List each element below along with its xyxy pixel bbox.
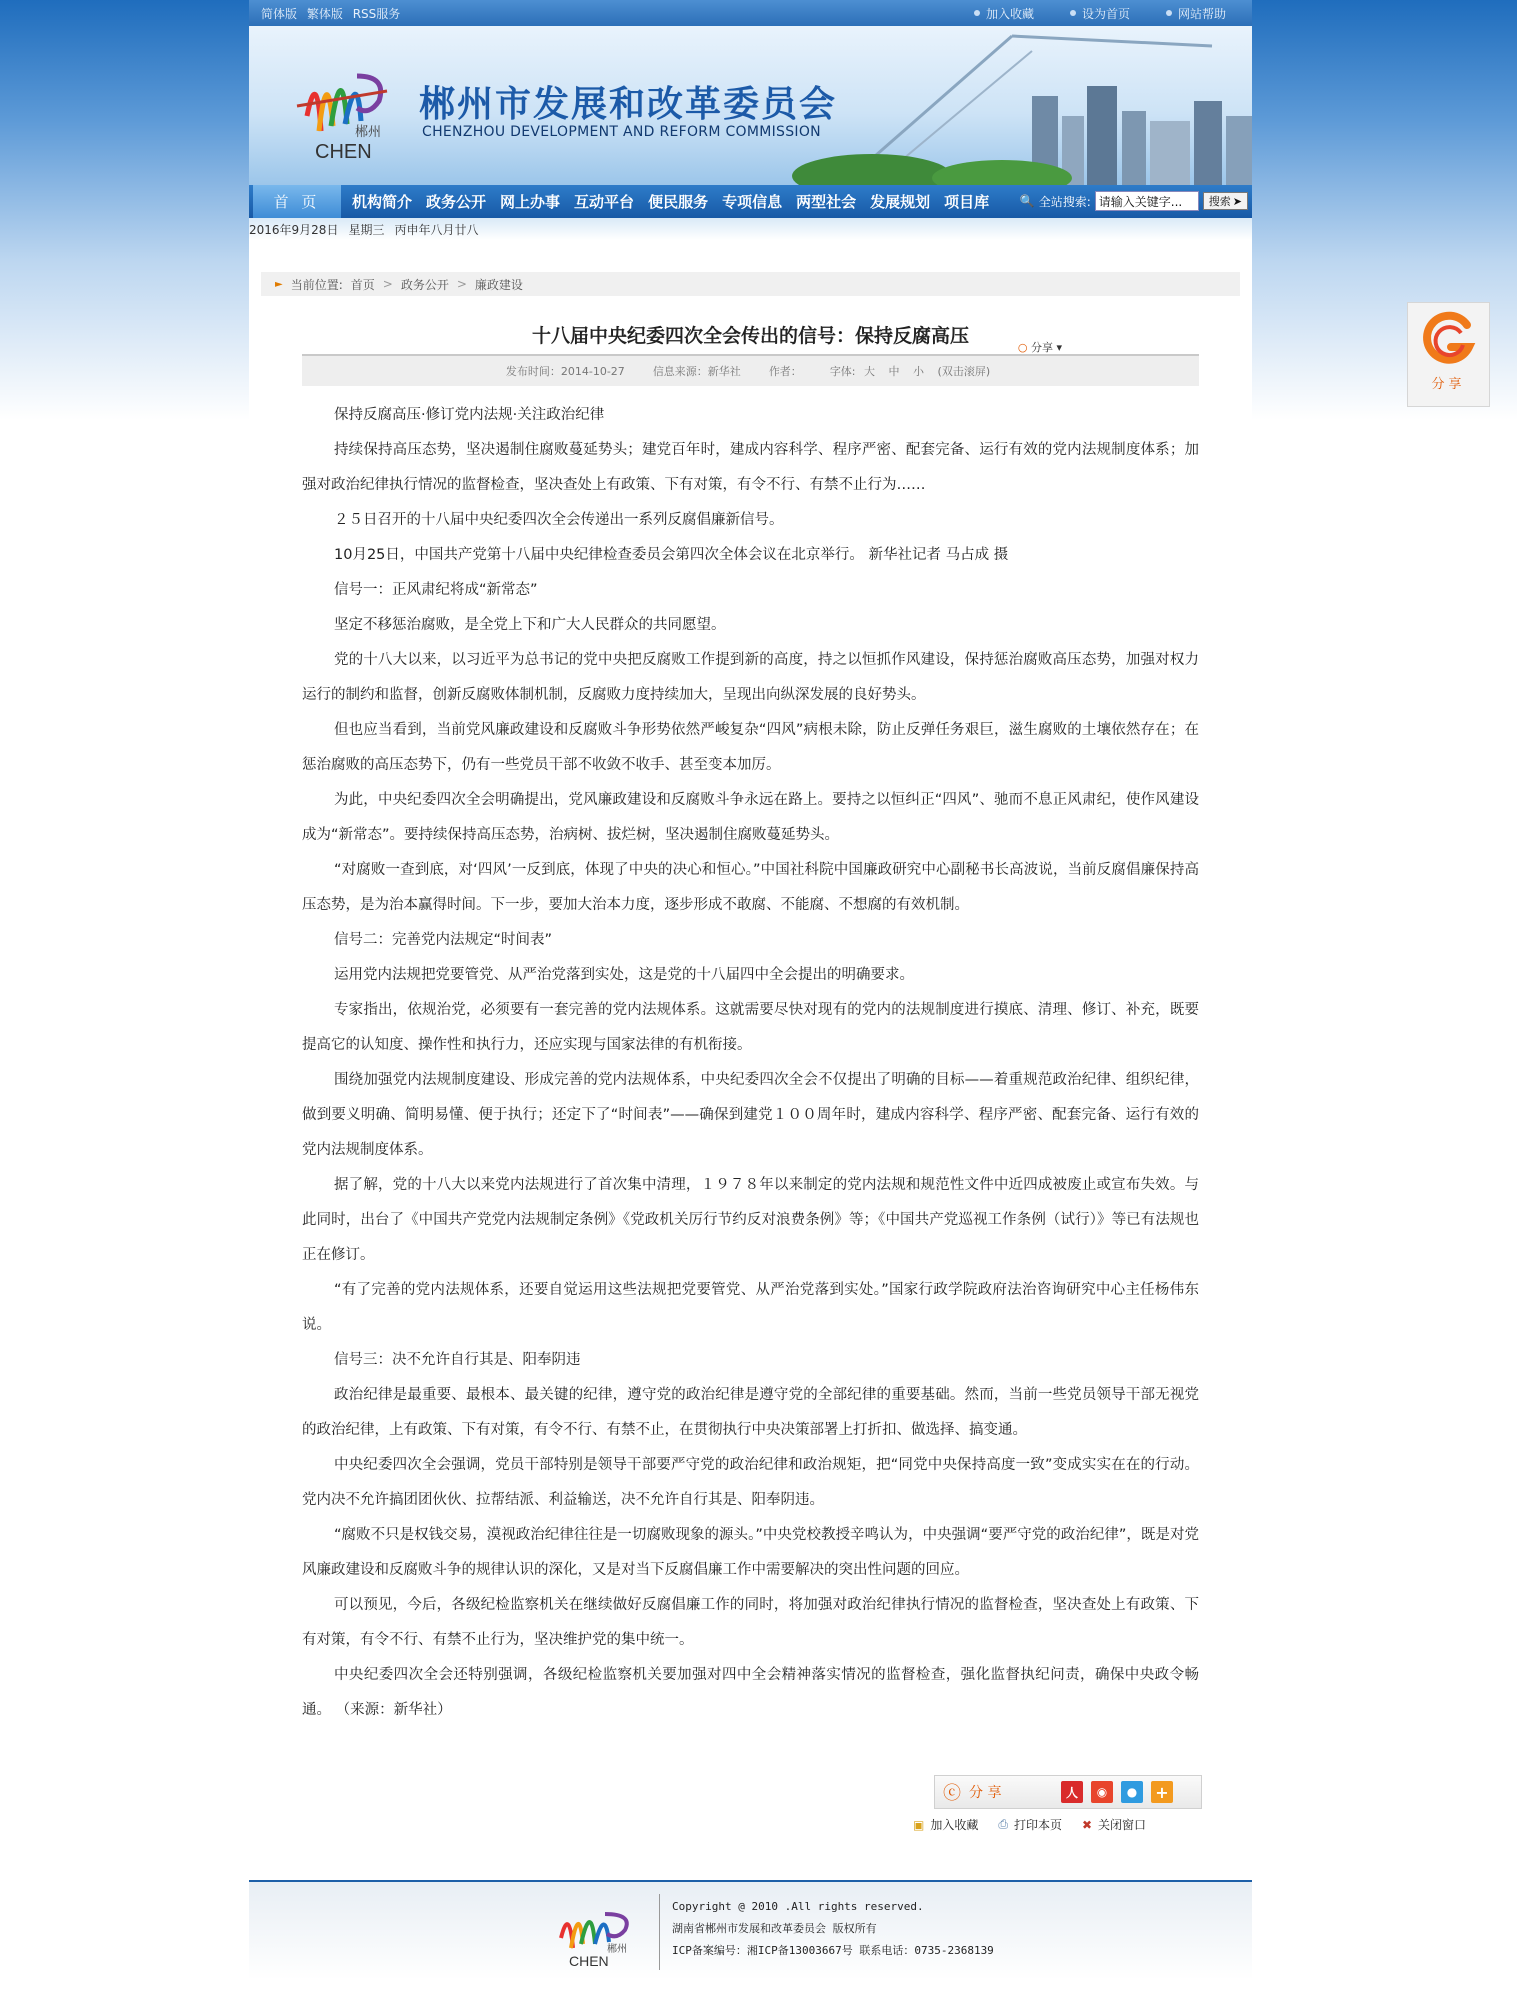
nav-development-plan[interactable]: 发展规划 [870, 193, 931, 211]
double-click-scroll: (双击滚屏) [937, 365, 991, 378]
article-paragraph: “有了完善的党内法规体系，还要自觉运用这些法规把党要管党、从严治党落到实处。”国家行政学院政府法治咨询研究中心主任杨伟东说。 [302, 1282, 1199, 1333]
share-dropdown[interactable] [1018, 328, 1062, 368]
search-button[interactable] [1203, 192, 1248, 210]
footer-logo-cn: 郴州 [607, 1944, 627, 1955]
site-title-en: CHENZHOU DEVELOPMENT AND REFORM COMMISSION [422, 124, 821, 140]
footer-text [672, 1896, 994, 1962]
link-simplified[interactable]: 简体版 [261, 6, 298, 21]
site-banner [249, 26, 1252, 185]
article-paragraph: 坚定不移惩治腐败，是全党上下和广大人民群众的共同愿望。 [334, 617, 726, 633]
article-paragraph: 政治纪律是最重要、最根本、最关键的纪律，遵守党的政治纪律是遵守党的全部纪律的重要基础。然而，当前一些党员领导干部无视党的政治纪律，上有政策、下有对策，有令不行、有禁不止，在贯彻执行中央决策部署上打折扣、做选择、搞变通。 [302, 1387, 1199, 1438]
footer-owner: 湖南省郴州市发展和改革委员会 版权所有 [672, 1922, 877, 1935]
search-button-label: 搜索 [1208, 195, 1231, 208]
search-label: 全站搜索: [1038, 194, 1091, 209]
article-title-row [302, 316, 1199, 356]
share-toolbar [934, 1775, 1202, 1809]
bullet-icon [1070, 10, 1076, 16]
article-paragraph: 专家指出，依规治党，必须要有一套完善的党内法规体系。这就需要尽快对现有的党内的法规制度进行摸底、清理、修订、补充，既要提高它的认知度、操作性和执行力，还应实现与国家法律的有机衔接。 [302, 1002, 1199, 1053]
info-source: 信息来源：新华社 [652, 365, 741, 378]
page-container [249, 0, 1252, 2015]
tool-add-favorite-label: 加入收藏 [930, 1818, 979, 1832]
article-paragraph: 为此，中央纪委四次全会明确提出，党风廉政建设和反腐败斗争永远在路上。要持之以恒纠正“四风”、驰而不息正风肃纪，使作风建设成为“新常态”。要持续保持高压态势，治病树、拔烂树，坚决遏制住腐败蔓延势头。 [302, 792, 1199, 843]
breadcrumb-label: 当前位置: [290, 277, 343, 292]
tool-close-window[interactable] [1082, 1816, 1146, 1833]
print-icon: ⎙ [998, 1817, 1008, 1831]
publish-date: 发布时间：2014-10-27 [505, 365, 625, 378]
date-bar [249, 218, 1252, 240]
link-add-favorite-label: 加入收藏 [985, 6, 1034, 21]
floating-share-label: 分享 [1431, 377, 1466, 392]
article [302, 316, 1199, 1728]
link-rss[interactable]: RSS服务 [352, 6, 401, 21]
footer-icp-contact: ICP备案编号：湘ICP备13003667号 联系电话：0735-2368139 [672, 1944, 994, 1957]
tool-add-favorite[interactable] [913, 1816, 978, 1833]
article-paragraph: 据了解，党的十八大以来党内法规进行了首次集中清理，１９７８年以来制定的党内法规和规范性文件中近四成被废止或宣布失效。与此同时，出台了《中国共产党党内法规制定条例》《党政机关厉行节约反对浪费条例》等；《中国共产党巡视工作条例（试行）》等已有法规也正在修订。 [302, 1177, 1199, 1263]
share-logo-icon [1421, 311, 1477, 367]
nav-gov-affairs[interactable]: 政务公开 [426, 193, 487, 211]
close-icon: ✖ [1081, 1817, 1093, 1832]
article-paragraph: 可以预见，今后，各级纪检监察机关在继续做好反腐倡廉工作的同时，将加强对政治纪律执行情况的监督检查，坚决查处上有政策、下有对策，有令不行、有禁不止行为，坚决维护党的集中统一。 [302, 1597, 1199, 1648]
current-weekday: 星期三 [348, 222, 385, 237]
search-input[interactable] [1095, 191, 1199, 211]
article-paragraph: 中央纪委四次全会强调，党员干部特别是领导干部要严守党的政治纪律和政治规矩，把“同党中央保持高度一致”变成实实在在的行动。党内决不允许搞团团伙伙、拉帮结派、利益输送，决不允许自行其是、阳奉阴违。 [302, 1457, 1199, 1508]
tencent-share-icon[interactable]: ● [1121, 1781, 1143, 1803]
article-paragraph: ２５日召开的十八届中央纪委四次全会传递出一系列反腐倡廉新信号。 [334, 512, 784, 528]
chevron-right-icon: > [456, 277, 467, 291]
link-add-favorite[interactable] [974, 5, 1034, 22]
share-logo-icon: ⓒ [943, 1783, 961, 1804]
weibo-share-icon[interactable]: ◉ [1091, 1781, 1113, 1803]
article-paragraph: 信号二：完善党内法规定“时间表” [334, 932, 553, 948]
chevron-down-icon: ▾ [1056, 341, 1062, 354]
site-search [1020, 191, 1248, 211]
arrow-right-icon: ➤ [1232, 194, 1242, 208]
breadcrumb [261, 272, 1240, 296]
link-set-homepage-label: 设为首页 [1081, 6, 1130, 21]
font-size-large[interactable]: 大 [864, 365, 876, 378]
font-size-small[interactable]: 小 [913, 365, 925, 378]
article-title: 十八届中央纪委四次全会传出的信号：保持反腐高压 [531, 325, 969, 347]
language-links [261, 5, 406, 22]
breadcrumb-home[interactable]: 首页 [350, 277, 375, 292]
author: 作者： [768, 365, 802, 378]
chenzhou-logo [287, 46, 397, 166]
nav-public-services[interactable]: 便民服务 [648, 193, 709, 211]
breadcrumb-current[interactable]: 廉政建设 [474, 277, 523, 292]
link-site-help-label: 网站帮助 [1177, 6, 1226, 21]
font-size-medium[interactable]: 中 [888, 365, 900, 378]
font-size-controls [830, 363, 995, 379]
share-toolbar-label: 分 享 [969, 1785, 1002, 1801]
current-date: 2016年9月28日 [249, 222, 339, 237]
tool-print[interactable] [998, 1816, 1062, 1833]
search-icon: 🔍 [1019, 194, 1035, 208]
footer-logo-en: CHEN [569, 1953, 609, 1969]
footer-logo [549, 1894, 649, 1970]
article-paragraph: 信号一：正风肃纪将成“新常态” [334, 582, 538, 598]
nav-home[interactable]: 首 页 [253, 185, 341, 218]
tool-close-window-label: 关闭窗口 [1098, 1818, 1147, 1832]
tool-print-label: 打印本页 [1013, 1818, 1062, 1832]
link-site-help[interactable] [1166, 5, 1226, 22]
bullet-icon [974, 10, 980, 16]
footer-divider [659, 1894, 660, 1970]
link-set-homepage[interactable] [1070, 5, 1130, 22]
article-paragraph: 保持反腐高压·修订党内法规·关注政治纪律 [334, 407, 605, 423]
footer-copyright: Copyright @ 2010 .All rights reserved. [672, 1900, 924, 1913]
site-title-cn: 郴州市发展和改革委员会 [419, 83, 838, 125]
article-paragraph: 党的十八大以来，以习近平为总书记的党中央把反腐败工作提到新的高度，持之以恒抓作风建设，保持惩治腐败高压态势，加强对权力运行的制约和监督，创新反腐败体制机制，反腐败力度持续加大，呈现出向纵深发展的良好势头。 [302, 652, 1199, 703]
chevron-right-icon: > [382, 277, 393, 291]
article-paragraph: “腐败不只是权钱交易，漠视政治纪律往往是一切腐败现象的源头。”中央党校教授辛鸣认为，中央强调“要严守党的政治纪律”，既是对党风廉政建设和反腐败斗争的规律认识的深化，又是对当下反腐倡廉工作中需要解决的突出性问题的回应。 [302, 1527, 1199, 1578]
utility-links [974, 5, 1226, 22]
article-paragraph: 但也应当看到，当前党风廉政建设和反腐败斗争形势依然严峻复杂“四风”病根未除，防止反弹任务艰巨，滋生腐败的土壤依然存在；在惩治腐败的高压态势下，仍有一些党员干部不收敛不收手、甚至变本加厉。 [302, 722, 1199, 773]
logo-en-text: CHEN [315, 141, 372, 163]
article-tools [913, 1816, 1146, 1833]
bullet-icon [1166, 10, 1172, 16]
lunar-date: 丙申年八月廿八 [394, 222, 479, 237]
article-meta [302, 356, 1199, 386]
share-icon: ○ [1017, 341, 1028, 354]
floating-share-widget[interactable] [1407, 302, 1490, 407]
nav-online-services[interactable]: 网上办事 [500, 193, 561, 211]
breadcrumb-arrow-icon: ► [275, 278, 283, 290]
share-button[interactable] [943, 1779, 1053, 1805]
nav-interaction[interactable]: 互动平台 [574, 193, 635, 211]
site-footer [249, 1880, 1252, 1980]
link-traditional[interactable]: 繁体版 [306, 6, 343, 21]
nav-about[interactable]: 机构简介 [352, 193, 413, 211]
more-share-plus-icon[interactable]: + [1151, 1781, 1173, 1803]
article-paragraph: 运用党内法规把党要管党、从严治党落到实处，这是党的十八届四中全会提出的明确要求。 [334, 967, 914, 983]
main-navigation [249, 185, 1252, 218]
font-size-label: 字体: [829, 365, 856, 378]
article-body [302, 386, 1199, 1728]
article-paragraph: “对腐败一查到底，对‘四风’一反到底，体现了中央的决心和恒心。”中国社科院中国廉政研究中心副秘书长高波说，当前反腐倡廉保持高压态势，是为治本赢得时间。下一步，要加大治本力度，逐步形成不敢腐、不能腐、不想腐的有效机制。 [302, 862, 1199, 913]
article-paragraph: 持续保持高压态势，坚决遏制住腐败蔓延势头；建党百年时，建成内容科学、程序严密、配套完备、运行有效的党内法规制度体系；加强对政治纪律执行情况的监督检查，坚决查处上有政策、下有对策，有令不行、有禁不止行为…… [302, 442, 1199, 493]
share-dropdown-label: 分享 [1030, 341, 1053, 354]
breadcrumb-gov-affairs[interactable]: 政务公开 [400, 277, 449, 292]
top-utility-bar [249, 0, 1252, 26]
city-skyline-illustration [782, 26, 1252, 185]
article-paragraph: 中央纪委四次全会还特别强调，各级纪检监察机关要加强对四中全会精神落实情况的监督检查，强化监督执纪问责，确保中央政令畅通。 （来源：新华社） [302, 1667, 1199, 1718]
article-paragraph: 围绕加强党内法规制度建设、形成完善的党内法规体系，中央纪委四次全会不仅提出了明确的目标——着重规范政治纪律、组织纪律，做到要义明确、简明易懂、便于执行；还定下了“时间表”——确保到建党１００周年时，建成内容科学、程序严密、配套完备、运行有效的党内法规制度体系。 [302, 1072, 1199, 1158]
article-paragraph: 信号三：决不允许自行其是、阳奉阴违 [334, 1352, 581, 1368]
logo-cn-text: 郴州 [355, 125, 382, 140]
nav-project-library[interactable]: 项目库 [944, 193, 990, 211]
people-daily-share-icon[interactable]: 人 [1061, 1781, 1083, 1803]
nav-special-info[interactable]: 专项信息 [722, 193, 783, 211]
article-paragraph: 10月25日，中国共产党第十八届中央纪律检查委员会第四次全体会议在北京举行。 新华社记者 马占成 摄 [334, 547, 1009, 563]
favorite-icon: ▣ [913, 1817, 925, 1832]
nav-two-type-society[interactable]: 两型社会 [796, 193, 857, 211]
